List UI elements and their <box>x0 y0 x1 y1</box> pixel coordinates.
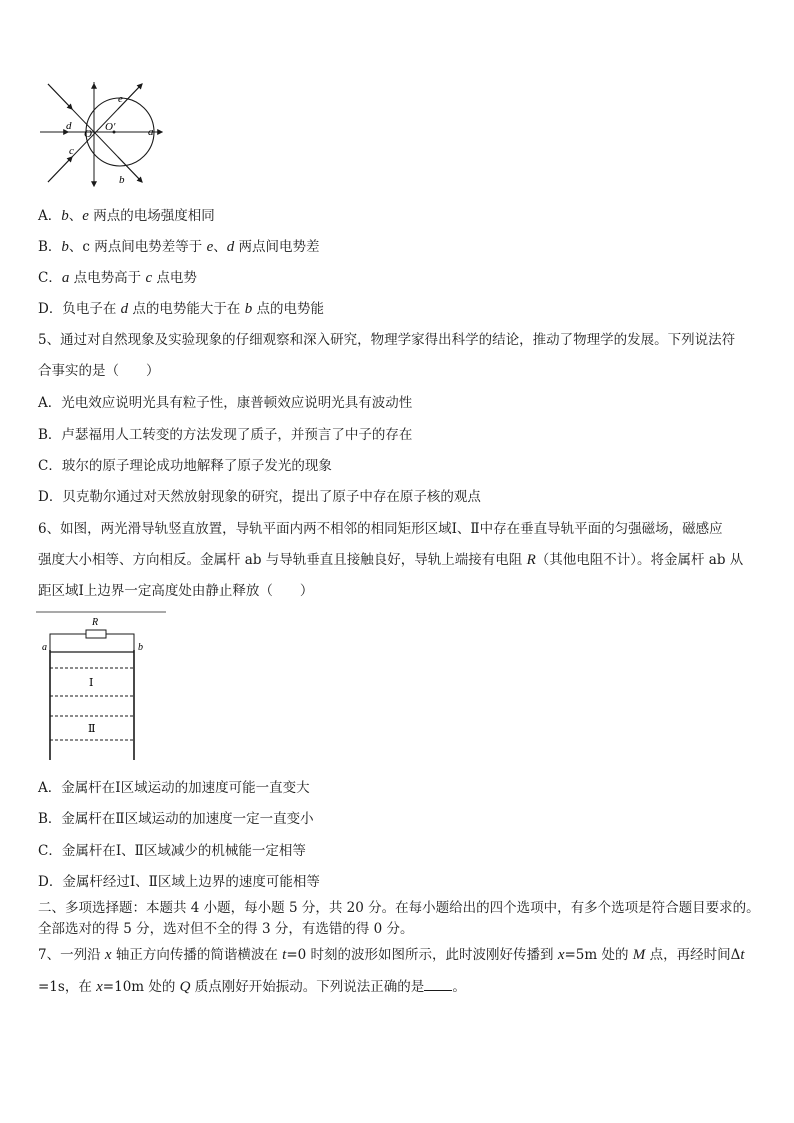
q5-option-a: A．光电效应说明光具有粒子性，康普顿效应说明光具有波动性 <box>38 395 413 411</box>
label-c: c <box>69 145 74 157</box>
q6-option-c: C．金属杆在Ⅰ、Ⅱ区域减少的机械能一定相等 <box>38 843 306 859</box>
answer-blank[interactable] <box>424 976 452 991</box>
label-o: O <box>84 128 92 140</box>
label-a: a <box>148 126 154 138</box>
label-o-prime: O′ <box>105 121 116 133</box>
q6-stem-line3: 距区域Ⅰ上边界一定高度处由静止释放（ ） <box>38 583 314 599</box>
top-wire <box>50 634 86 650</box>
section2-line1: 二、多项选择题：本题共 4 小题，每小题 5 分，共 20 分。在每小题给出的四个选项中，有多个选项是符合题目要求的。 <box>38 900 760 916</box>
electric-field-figure <box>38 86 168 196</box>
q5-stem-line1: 5、通过对自然现象及实验现象的仔细观察和深入研究，物理学家得出科学的结论，推动了物理学的发展。下列说法符 <box>38 332 736 348</box>
q6-stem-line2: 强度大小相等、方向相反。金属杆 ab 与导轨垂直且接触良好，导轨上端接有电阻 R（其他电阻不计）。将金属杆 ab 从 <box>38 552 744 568</box>
q7-stem-line1: 7、一列沿 x 轴正方向传播的简谐横波在 t=0 时刻的波形如图所示，此时波刚好传播到 x=5m 处的 M 点，再经时间Δt <box>38 947 745 963</box>
arrow-diag-2-in <box>48 157 72 182</box>
q4-option-c: C．a 点电势高于 c 点电势 <box>38 270 197 286</box>
q6-option-d: D．金属杆经过Ⅰ、Ⅱ区域上边界的速度可能相等 <box>38 874 320 890</box>
resistor-label: R <box>92 617 99 628</box>
region2-label: Ⅱ <box>88 723 96 735</box>
q6-option-a: A．金属杆在Ⅰ区域运动的加速度可能一直变大 <box>38 780 310 796</box>
q4-option-d: D．负电子在 d 点的电势能大于在 b 点的电势能 <box>38 301 325 317</box>
q6-stem-line1: 6、如图，两光滑导轨竖直放置，导轨平面内两不相邻的相同矩形区域Ⅰ、Ⅱ中存在垂直导轨平面的匀强磁场，磁感应 <box>38 521 723 537</box>
q4-option-b: B．b、c 两点间电势差等于 e、d 两点间电势差 <box>38 239 320 255</box>
label-rod-a: a <box>42 642 47 653</box>
q5-option-b: B．卢瑟福用人工转变的方法发现了质子，并预言了中子的存在 <box>38 427 413 443</box>
section2-line2: 全部选对的得 5 分，选对但不全的得 3 分，有选错的得 0 分。 <box>38 921 414 937</box>
q6-option-b: B．金属杆在Ⅱ区域运动的加速度一定一直变小 <box>38 811 314 827</box>
q5-option-d: D．贝克勒尔通过对天然放射现象的研究，提出了原子中存在原子核的观点 <box>38 489 481 505</box>
q5-option-c: C．玻尔的原子理论成功地解释了原子发光的现象 <box>38 458 332 474</box>
label-rod-b: b <box>138 642 143 653</box>
label-e: e <box>118 93 123 105</box>
q4-option-a: A．b、e 两点的电场强度相同 <box>38 208 215 224</box>
q7-stem-line2: =1s，在 x=10m 处的 Q 质点刚好开始振动。下列说法正确的是 。 <box>38 976 466 997</box>
label-d: d <box>66 120 72 132</box>
region1-label: Ⅰ <box>89 677 94 689</box>
rail-figure <box>36 608 168 768</box>
q5-stem-line2: 合事实的是（ ） <box>38 363 160 379</box>
arrow-diag-1-in <box>48 84 72 109</box>
label-b: b <box>119 174 125 186</box>
resistor-r <box>86 630 106 638</box>
top-wire-right <box>106 634 134 650</box>
